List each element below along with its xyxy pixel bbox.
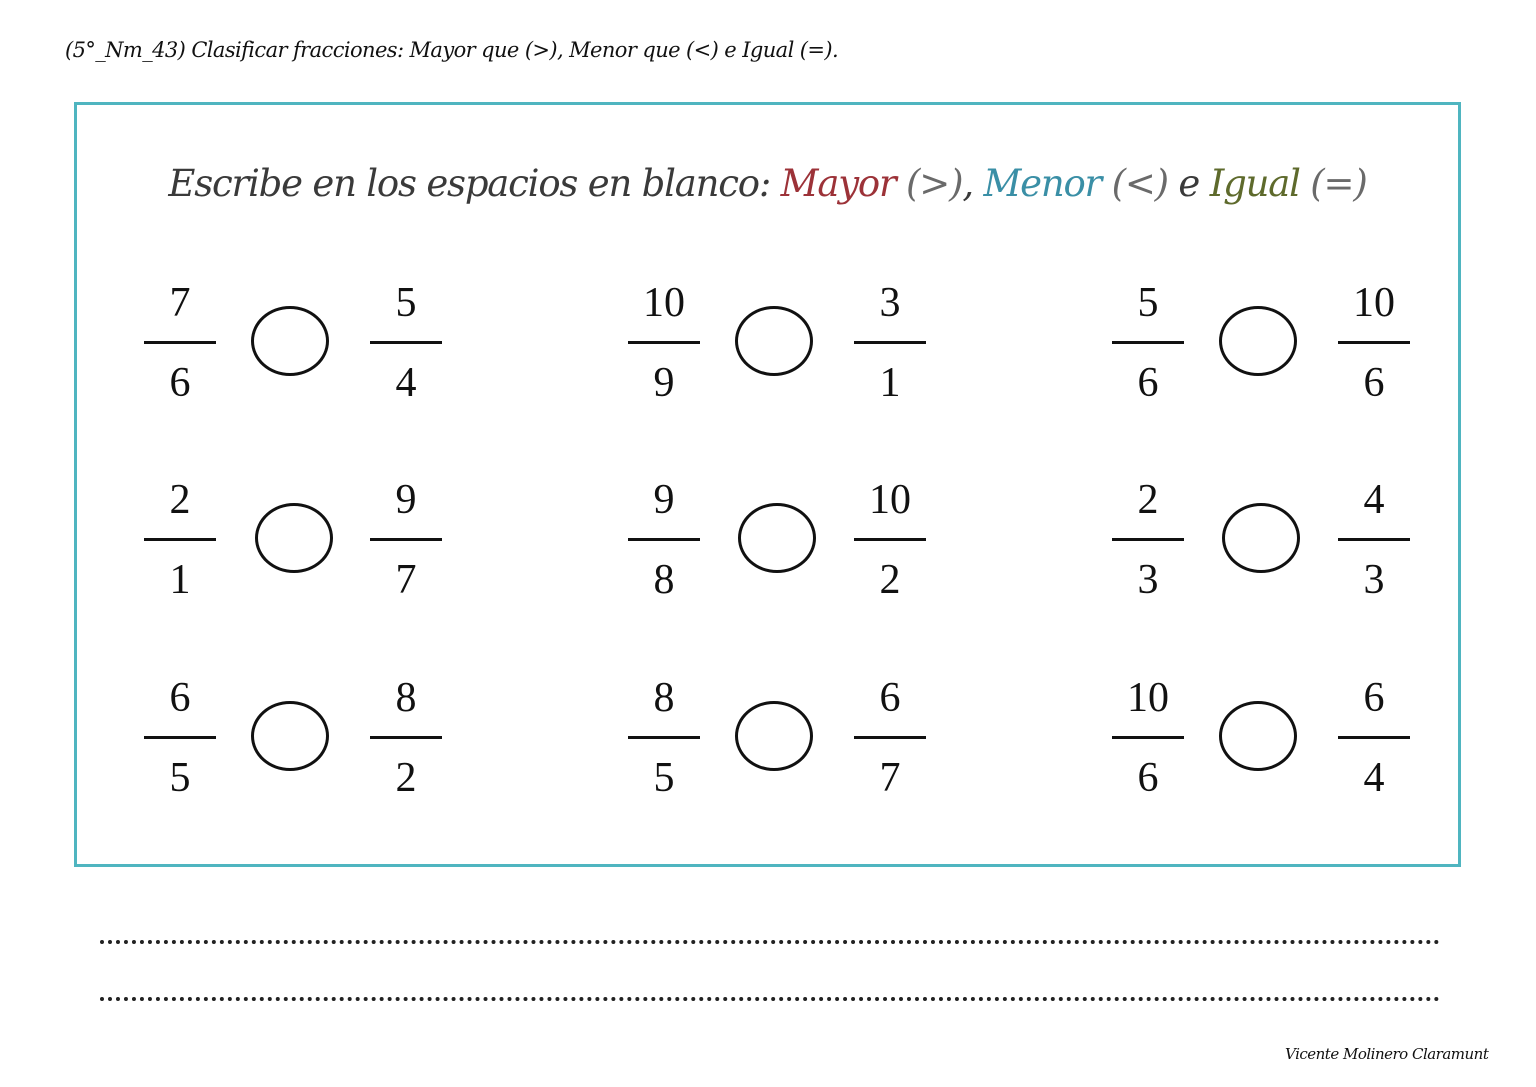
- instruction-igual: Igual: [1209, 162, 1300, 205]
- numerator: 2: [1137, 477, 1159, 523]
- comparison-item-5: [625, 475, 925, 605]
- right-fraction: [854, 278, 926, 408]
- dotted-answer-line-1[interactable]: [100, 940, 1440, 948]
- fraction-bar: [854, 538, 926, 541]
- answer-circle[interactable]: [255, 503, 333, 573]
- comparison-item-3: [1109, 278, 1409, 408]
- denominator: 9: [653, 360, 675, 406]
- comparison-item-9: [1109, 673, 1409, 803]
- numerator: 2: [169, 477, 191, 523]
- denominator: 8: [653, 557, 675, 603]
- right-fraction: [370, 475, 442, 605]
- left-fraction: [628, 475, 700, 605]
- numerator: 6: [169, 675, 191, 721]
- fraction-bar: [144, 736, 216, 739]
- fraction-bar: [628, 736, 700, 739]
- fraction-bar: [854, 736, 926, 739]
- numerator: 8: [653, 675, 675, 721]
- denominator: 5: [169, 755, 191, 801]
- instruction-heading: [77, 162, 1458, 205]
- instruction-mayor-symbol: (>): [895, 162, 963, 205]
- denominator: 6: [1137, 360, 1159, 406]
- fraction-bar: [1112, 538, 1184, 541]
- numerator: 10: [869, 477, 911, 523]
- fraction-bar: [370, 538, 442, 541]
- numerator: 10: [1353, 280, 1395, 326]
- answer-circle[interactable]: [1219, 306, 1297, 376]
- denominator: 2: [395, 755, 417, 801]
- numerator: 4: [1363, 477, 1385, 523]
- denominator: 2: [879, 557, 901, 603]
- numerator: 10: [643, 280, 685, 326]
- answer-circle[interactable]: [1219, 701, 1297, 771]
- instruction-prefix: Escribe en los espacios en blanco:: [168, 162, 781, 205]
- left-fraction: [1112, 475, 1184, 605]
- left-fraction: [628, 673, 700, 803]
- denominator: 1: [169, 557, 191, 603]
- instruction-igual-symbol: (=): [1299, 162, 1367, 205]
- answer-circle[interactable]: [735, 701, 813, 771]
- answer-circle[interactable]: [1222, 503, 1300, 573]
- denominator: 6: [169, 360, 191, 406]
- right-fraction: [854, 673, 926, 803]
- fraction-bar: [854, 341, 926, 344]
- right-fraction: [1338, 278, 1410, 408]
- fraction-bar: [628, 538, 700, 541]
- right-fraction: [1338, 475, 1410, 605]
- numerator: 3: [879, 280, 901, 326]
- comparison-item-8: [625, 673, 925, 803]
- denominator: 3: [1137, 557, 1159, 603]
- numerator: 10: [1127, 675, 1169, 721]
- right-fraction: [1338, 673, 1410, 803]
- denominator: 4: [395, 360, 417, 406]
- comparison-item-1: [141, 278, 441, 408]
- numerator: 9: [395, 477, 417, 523]
- fraction-bar: [1338, 341, 1410, 344]
- fraction-bar: [144, 538, 216, 541]
- left-fraction: [144, 278, 216, 408]
- denominator: 7: [395, 557, 417, 603]
- left-fraction: [1112, 278, 1184, 408]
- numerator: 9: [653, 477, 675, 523]
- numerator: 5: [395, 280, 417, 326]
- denominator: 1: [879, 360, 901, 406]
- answer-circle[interactable]: [738, 503, 816, 573]
- denominator: 6: [1137, 755, 1159, 801]
- fraction-bar: [144, 341, 216, 344]
- comparison-item-6: [1109, 475, 1409, 605]
- exercise-box: [74, 102, 1461, 867]
- numerator: 8: [395, 675, 417, 721]
- instruction-menor: Menor: [983, 162, 1102, 205]
- instruction-sep-1: ,: [962, 162, 984, 205]
- left-fraction: [628, 278, 700, 408]
- answer-circle[interactable]: [251, 701, 329, 771]
- comparison-item-7: [141, 673, 441, 803]
- comparison-item-4: [141, 475, 441, 605]
- fraction-bar: [1112, 341, 1184, 344]
- numerator: 6: [879, 675, 901, 721]
- denominator: 4: [1363, 755, 1385, 801]
- fraction-bar: [370, 736, 442, 739]
- dotted-answer-line-2[interactable]: [100, 997, 1440, 1005]
- denominator: 7: [879, 755, 901, 801]
- fraction-bar: [1112, 736, 1184, 739]
- left-fraction: [1112, 673, 1184, 803]
- comparison-item-2: [625, 278, 925, 408]
- instruction-mayor: Mayor: [780, 162, 896, 205]
- fraction-bar: [1338, 736, 1410, 739]
- instruction-sep-2: e: [1167, 162, 1210, 205]
- denominator: 5: [653, 755, 675, 801]
- answer-circle[interactable]: [251, 306, 329, 376]
- fraction-bar: [1338, 538, 1410, 541]
- left-fraction: [144, 475, 216, 605]
- right-fraction: [854, 475, 926, 605]
- numerator: 7: [169, 280, 191, 326]
- fraction-bar: [628, 341, 700, 344]
- right-fraction: [370, 673, 442, 803]
- left-fraction: [144, 673, 216, 803]
- worksheet-title: (5°_Nm_43) Clasificar fracciones: Mayor que (>), Menor que (<) e Igual (=).: [65, 38, 839, 62]
- right-fraction: [370, 278, 442, 408]
- numerator: 6: [1363, 675, 1385, 721]
- denominator: 3: [1363, 557, 1385, 603]
- denominator: 6: [1363, 360, 1385, 406]
- answer-circle[interactable]: [735, 306, 813, 376]
- fraction-bar: [370, 341, 442, 344]
- numerator: 5: [1137, 280, 1159, 326]
- instruction-menor-symbol: (<): [1101, 162, 1168, 205]
- author-credit: Vicente Molinero Claramunt: [1285, 1045, 1489, 1063]
